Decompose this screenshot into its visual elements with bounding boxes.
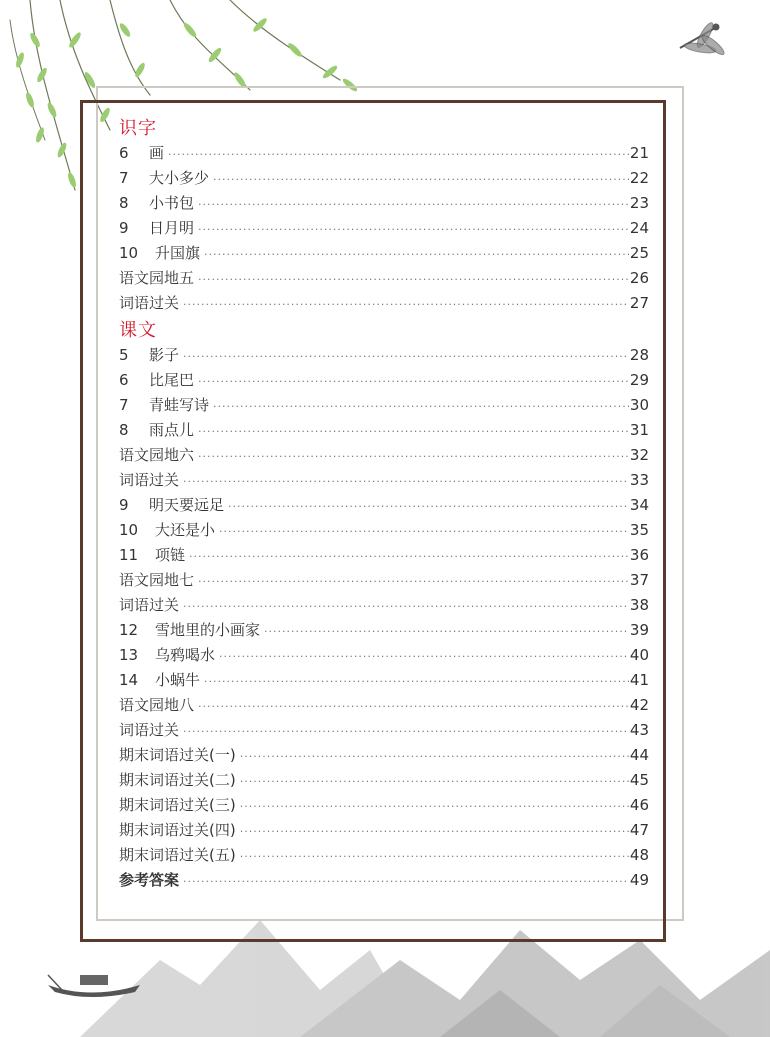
entry-number: 13 [119,646,139,664]
dot-leader [240,794,629,819]
entry-number: 10 [119,244,139,262]
toc-entry [119,518,649,543]
toc-entry [119,468,649,493]
entry-title: 词语过关 [119,596,180,614]
entry-page-number: 40 [629,646,649,664]
entry-page-number: 27 [629,294,649,312]
entry-page-number: 31 [629,421,649,439]
entry-page-number: 37 [629,571,649,589]
dot-leader [183,719,629,744]
toc-entry [119,543,649,568]
entry-title: 雨点儿 [149,421,195,439]
entry-title: 小蜗牛 [155,671,201,689]
toc-entry [119,743,649,768]
entry-title: 期末词语过关(四) [119,821,236,839]
toc-entry [119,718,649,743]
entry-page-number: 43 [629,721,649,739]
dot-leader [264,619,629,644]
entry-page-number: 22 [629,169,649,187]
dot-leader [189,544,629,569]
entry-number: 8 [119,194,129,212]
entry-title: 小书包 [149,194,195,212]
entry-page-number: 21 [629,144,649,162]
entry-title: 词语过关 [119,294,180,312]
entry-number: 9 [119,219,129,237]
entry-title: 日月明 [149,219,195,237]
dot-leader [198,694,629,719]
toc-entry [119,668,649,693]
entry-page-number: 45 [629,771,649,789]
toc-entry [119,343,649,368]
toc-entry [119,818,649,843]
entry-title: 画 [149,144,165,162]
dot-leader [198,217,629,242]
section-title: 课文 [119,320,157,341]
entry-page-number: 23 [629,194,649,212]
entry-page-number: 32 [629,446,649,464]
toc-entry [119,643,649,668]
entry-page-number: 47 [629,821,649,839]
entry-number: 12 [119,621,139,639]
entry-title: 参考答案 [119,871,180,889]
dot-leader [219,644,629,669]
entry-number: 7 [119,396,129,414]
entry-page-number: 29 [629,371,649,389]
entry-title: 比尾巴 [149,371,195,389]
dot-leader [204,669,629,694]
entry-title: 词语过关 [119,471,180,489]
toc-entry [119,241,649,266]
dot-leader [198,369,629,394]
toc-entry [119,216,649,241]
dot-leader [219,519,629,544]
toc-entry [119,266,649,291]
dot-leader [198,444,629,469]
toc-entry [119,793,649,818]
dot-leader [168,142,629,167]
entry-page-number: 39 [629,621,649,639]
table-of-contents [119,114,649,893]
entry-page-number: 42 [629,696,649,714]
entry-page-number: 30 [629,396,649,414]
entry-title: 大还是小 [155,521,216,539]
entry-number: 11 [119,546,139,564]
entry-title: 词语过关 [119,721,180,739]
entry-title: 影子 [149,346,180,364]
dot-leader [198,192,629,217]
entry-title: 期末词语过关(二) [119,771,236,789]
entry-title: 乌鸦喝水 [155,646,216,664]
entry-number: 10 [119,521,139,539]
entry-number: 8 [119,421,129,439]
toc-entry [119,593,649,618]
entry-page-number: 46 [629,796,649,814]
toc-entry [119,368,649,393]
toc-entry [119,393,649,418]
toc-entry [119,768,649,793]
entry-page-number: 35 [629,521,649,539]
dot-leader [198,419,629,444]
entry-title: 语文园地七 [119,571,195,589]
entry-number: 5 [119,346,129,364]
dot-leader [183,594,629,619]
dot-leader [240,769,629,794]
toc-entry [119,843,649,868]
dot-leader [198,267,629,292]
entry-page-number: 34 [629,496,649,514]
dot-leader [198,569,629,594]
toc-entry [119,493,649,518]
entry-title: 期末词语过关(五) [119,846,236,864]
entry-page-number: 49 [629,871,649,889]
entry-title: 明天要远足 [149,496,225,514]
toc-entry [119,868,649,893]
section-title: 识字 [119,118,157,139]
toc-entry [119,568,649,593]
toc-entry [119,291,649,316]
toc-entry [119,191,649,216]
dot-leader [183,469,629,494]
entry-title: 语文园地六 [119,446,195,464]
toc-entry [119,166,649,191]
entry-page-number: 41 [629,671,649,689]
toc-entry [119,693,649,718]
entry-page-number: 38 [629,596,649,614]
dot-leader [213,167,629,192]
entry-title: 语文园地五 [119,269,195,287]
entry-number: 9 [119,496,129,514]
entry-title: 升国旗 [155,244,201,262]
entry-title: 青蛙写诗 [149,396,210,414]
entry-page-number: 26 [629,269,649,287]
entry-page-number: 44 [629,746,649,764]
entry-title: 雪地里的小画家 [155,621,261,639]
entry-page-number: 25 [629,244,649,262]
dot-leader [240,819,629,844]
entry-title: 期末词语过关(一) [119,746,236,764]
entry-title: 大小多少 [149,169,210,187]
entry-title: 语文园地八 [119,696,195,714]
entry-number: 7 [119,169,129,187]
boat-icon [48,975,140,997]
toc-entry [119,443,649,468]
dragonfly-icon [680,21,726,57]
dot-leader [183,869,629,894]
entry-page-number: 28 [629,346,649,364]
entry-page-number: 33 [629,471,649,489]
toc-entry [119,618,649,643]
entry-number: 6 [119,371,129,389]
dot-leader [183,292,629,317]
dot-leader [240,744,629,769]
toc-entry [119,418,649,443]
dot-leader [228,494,629,519]
entry-page-number: 48 [629,846,649,864]
dot-leader [213,394,629,419]
dot-leader [240,844,629,869]
toc-entry [119,141,649,166]
entry-title: 项链 [155,546,186,564]
entry-title: 期末词语过关(三) [119,796,236,814]
entry-number: 6 [119,144,129,162]
dot-leader [204,242,629,267]
entry-number: 14 [119,671,139,689]
entry-page-number: 36 [629,546,649,564]
entry-page-number: 24 [629,219,649,237]
dot-leader [183,344,629,369]
